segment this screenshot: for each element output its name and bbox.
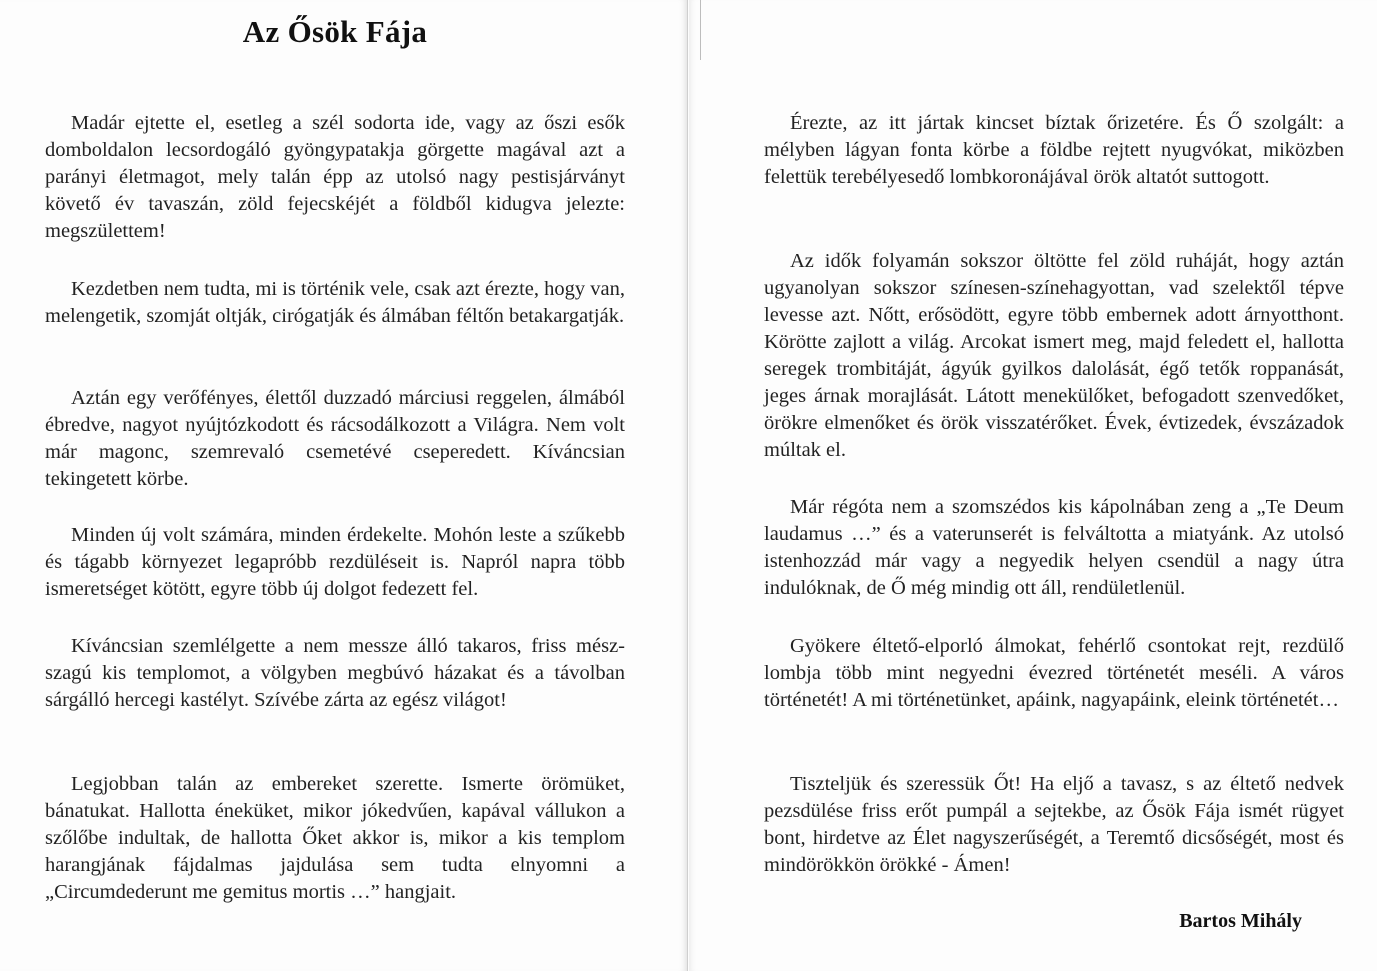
right-paragraph-4: Gyökere éltető-elporló álmokat, fehérlő csontokat rejt, rezdülő lombja több mint negyedni évezred történetét meséli. A város történetét! A mi történetünket, apáink, nagyapáink, eleink történetét… (764, 635, 1344, 711)
author-signature: Bartos Mihály (1179, 910, 1302, 932)
right-paragraph-2: Az idők folyamán sokszor öltötte fel zöld ruháját, hogy aztán ugyanolyan sokszor színesen-színehagyottan, vad szelektől tépve levesse azt. Nőtt, erősödött, egyre több embernek adott árnyotthont. Körötte zajlott a világ. Arcokat ismert meg, majd feledett el, hallotta seregek trombitáját, ágyúk gyilkos dalolását, égő tetők roppanását, jeges árnak morajlását. Látott menekülőket, befogadott szenvedőket, örökre elmenőket és örök visszatérőket. Évek, évtizedek, évszázadok múltak el. (764, 250, 1344, 461)
left-paragraph-6: Legjobban talán az embereket szerette. Ismerte örömüket, bánatukat. Hallotta éneküket, mikor jókedvűen, kapával vállukon a szőlőbe indultak, de hallotta Őket akkor is, mikor a kis templom harangjának fájdalmas jajdulása sem tudta elnyomni a „Circumdederunt me gemitus mortis …” hangjait. (45, 773, 625, 903)
page-title: Az Ősök Fája (242, 14, 428, 49)
gutter-mark (700, 0, 701, 60)
right-paragraph-5: Tiszteljük és szeressük Őt! Ha eljő a tavasz, s az éltető nedvek pezsdülése friss erőt pumpál a sejtekbe, az Ősök Fája ismét rügyet bont, hirdetve az Élet nagyszerűségét, a Teremtő dicsőségét, most és mindörökkön örökké - Ámen! (764, 773, 1344, 876)
left-paragraph-2: Kezdetben nem tudta, mi is történik vele, csak azt érezte, hogy van, melengetik, szomját oltják, cirógatják és álmában féltőn betakargatják. (45, 278, 625, 327)
left-paragraph-1: Madár ejtette el, esetleg a szél sodorta ide, vagy az őszi esők domboldalon lecsordogáló gyöngypatakja görgette magával azt a parányi életmagot, mely talán épp az utolsó nagy pestisjárványt követő év tavaszán, zöld fejecskéjét a földből kidugva jelezte: megszülettem! (45, 112, 625, 242)
left-paragraph-3: Aztán egy verőfényes, élettől duzzadó márciusi reggelen, álmából ébredve, nagyot nyújtózkodott és rácsodálkozott a Világra. Nem volt már magonc, szemrevaló csemetévé cseperedett. Kíváncsian tekingetett körbe. (45, 387, 625, 490)
left-paragraph-4: Minden új volt számára, minden érdekelte. Mohón leste a szűkebb és tágabb környezet legapróbb rezdüléseit is. Napról napra több ismeretséget kötött, egyre több új dolgot fedezett fel. (45, 524, 625, 600)
right-paragraph-3: Már régóta nem a szomszédos kis kápolnában zeng a „Te Deum laudamus …” és a vaterunserét is felváltotta a miatyánk. Az utolsó istenhozzád már vagy a negyedik helyen csendül a nagy útra indulóknak, de Ő még mindig ott áll, rendületlenül. (764, 496, 1344, 599)
left-paragraph-5: Kíváncsian szemlélgette a nem messze álló takaros, friss mész-szagú kis templomot, a völgyben megbúvó házakat és a távolban sárgálló hercegi kastélyt. Szívébe zárta az egész világot! (45, 635, 625, 711)
right-paragraph-1: Érezte, az itt jártak kincset bíztak őrizetére. És Ő szolgált: a mélyben lágyan fonta körbe a földbe rejtett nyugvókat, miközben felettük terebélyesedő lombkoronájával örök altatót suttogott. (764, 112, 1344, 188)
